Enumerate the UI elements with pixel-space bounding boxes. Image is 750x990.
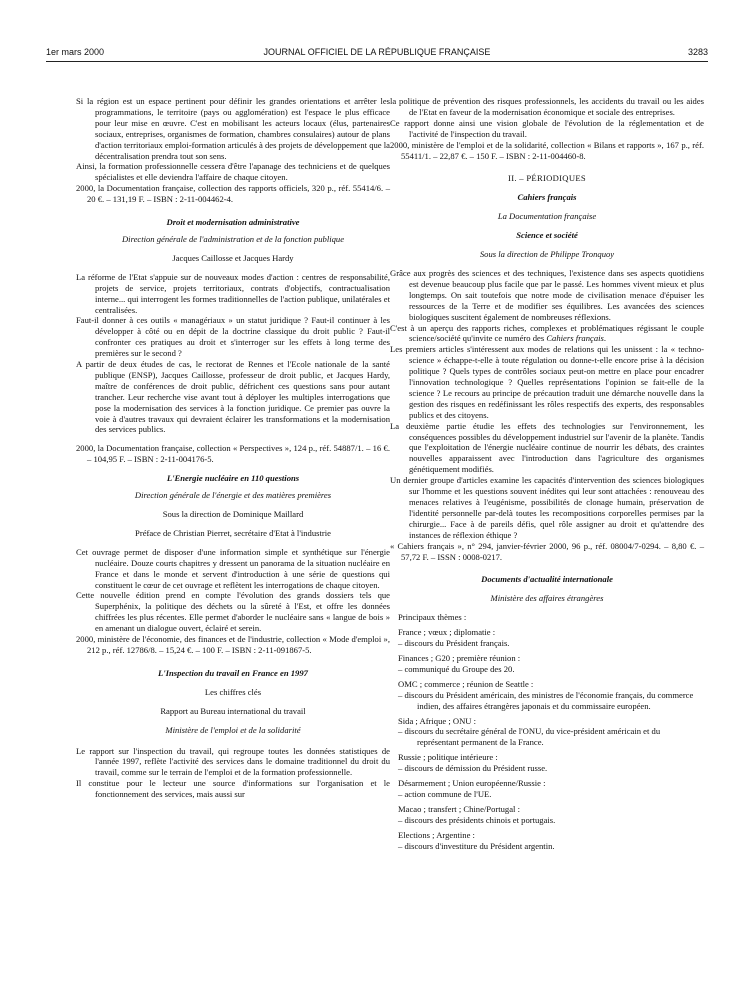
section-title: L'Energie nucléaire en 110 questions: [166, 473, 300, 484]
paragraph: Ce rapport donne ainsi une vision globale de l'évolution de la réglementation et de l'activité de l'inspection du travail.: [390, 117, 704, 139]
section-subtitle: Rapport au Bureau international du travail: [160, 705, 306, 716]
section-preface: Préface de Christian Pierret, secrétaire d'Etat à l'industrie: [135, 527, 331, 538]
journal-title: JOURNAL OFFICIEL DE LA RÉPUBLIQUE FRANÇAISE: [263, 47, 491, 57]
paragraph: La réforme de l'Etat s'appuie sur de nouveaux modes d'action : centres de responsabilité, projets de service, projets territoriaux, contrats d'objectifs, contractualisation interne... qui interrogent les formes traditionnelles de l'action publique, unilatérales et centralisées.: [76, 271, 390, 315]
page-number: 3283: [687, 47, 708, 57]
periodical-title: Documents d'actualité internationale: [481, 574, 613, 585]
section-title: Droit et modernisation administrative: [166, 217, 300, 228]
paragraph: Le rapport sur l'inspection du travail, qui regroupe toutes les données statistiques de l'année 1997, reflète l'activité des services dans le domaine traditionnel du droit du travail, comme sur le terrain de l'emploi et de la formation professionnelle.: [76, 745, 390, 778]
right-column: [390, 96, 704, 851]
theme-item: [398, 627, 704, 649]
themes-heading: Principaux thèmes :: [398, 612, 467, 623]
header-rule: [46, 61, 708, 62]
running-header: [46, 47, 708, 61]
theme-detail: – action commune de l'UE.: [398, 788, 492, 799]
publication-reference: 2000, ministère de l'emploi et de la solidarité, collection « Bilans et rapports », 167 p., réf. 55411/1. – 22,87 €. – 150 F. – ISBN : 2-11-004460-8.: [390, 139, 704, 161]
theme-detail: – discours du Président américain, des ministres de l'économie français, du commerce indien, des affaires étrangères japonais et du commissaire européen.: [398, 689, 694, 711]
theme-item: [398, 804, 704, 826]
section-authors: Jacques Caillosse et Jacques Hardy: [172, 252, 294, 263]
section-title: L'Inspection du travail en France en 1997: [158, 667, 308, 678]
theme-detail: – communiqué du Groupe des 20.: [398, 663, 515, 674]
periodical-name: Cahiers français: [546, 333, 604, 344]
section-editor: Sous la direction de Dominique Maillard: [162, 509, 304, 519]
paragraph: Cette nouvelle édition prend en compte l'évolution des grands dossiers tels que Superphénix, la politique des déchets ou la sûreté à l'Est, et offre les données chiffrées les plus récentes. Elle permet d'aborder le nucléaire sans « langue de bois » en amenant un dialogue ouvert, éclairé et serein.: [76, 590, 390, 634]
theme-label: Sida ; Afrique ; ONU :: [398, 715, 477, 726]
theme-item: [398, 716, 704, 749]
paragraph: Les premiers articles s'intéressent aux modes de relations qui les unissent : la « techno-science » échappe-t-elle à toute régulation ou donne-t-elle encore prise à la décision politique ? Quels types de contrôles sociaux peut-on mettre en place pour encadrer l'innovation technologique ? Quelles représentations l'opinion se fait-elle de la science ? Le recours au principe de précaution traduit une démarche nouvelle dans la gestion des risques en redéfinissant les rôles respectifs des experts, des responsables publics et des citoyens.: [390, 344, 704, 420]
theme-item: [398, 778, 704, 800]
section-heading: II. – PÉRIODIQUES: [508, 173, 586, 184]
publication-reference: 2000, la Documentation française, collection « Perspectives », 124 p., réf. 54887/1. – 16 €. – 104,95 F. – ISBN : 2-11-004176-5.: [76, 443, 390, 465]
theme-item: [398, 679, 704, 712]
section-subtitle: Les chiffres clés: [204, 686, 262, 697]
theme-label: France ; vœux ; diplomatie :: [398, 627, 496, 638]
themes-list: [390, 612, 704, 851]
paragraph: Grâce aux progrès des sciences et des techniques, l'existence dans ses aspects quotidiens est devenue beaucoup plus facile que par le passé. Les hommes vivent mieux et plus longtemps. On sait toutefois que notre mode de civilisation menace d'épuiser les ressources de la Terre et de modifier ses équilibres. Les avancées des sciences biologiques suscitent également de nombreuses réflexions.: [390, 267, 704, 322]
paragraph: C'est à un aperçu des rapports riches, complexes et problématiques régissant le couple science/société qu'invite ce numéro des Cahiers français.: [390, 322, 704, 344]
publication-reference: 2000, la Documentation française, collection des rapports officiels, 320 p., réf. 55414/6. – 20 €. – 131,19 F. – ISBN : 2-11-004462-4.: [76, 183, 390, 205]
paragraph: Il constitue pour le lecteur une source d'informations sur l'organisation et le fonctionnement des services, mais aussi sur: [76, 778, 390, 800]
paragraph: A partir de deux études de cas, le rectorat de Rennes et l'Ecole nationale de la santé publique (ENSP), Jacques Caillosse, professeur de droit public, et Jacques Hardy, maître de conférences de droit public, défrichent ces questions sans pour autant trancher. Leur recherche vise avant tout à déployer les multiples interrogations que pose la modernisation des services à la fonction juridique. Ce premier pas ouvre la voie à d'autres travaux qui devraient éclairer les transformations et la modernisation des services publics.: [76, 359, 390, 435]
theme-label: Désarmement ; Union européenne/Russie :: [398, 778, 546, 789]
paragraph: Un dernier groupe d'articles examine les capacités d'intervention des sciences biologiques sur l'homme et les questions souvent inédites qui leur sont attachées : renouveau des menaces relatives à l'eugénisme, possibilités de clonage humain, préservation de l'identité personnelle par-delà toutes les recompositions corporelles permises par la chirurgie... Face à de pareils défis, quel rôle assigner au droit et qu'attendre des instances de réflexion éthique ?: [390, 475, 704, 540]
theme-detail: – discours des présidents chinois et portugais.: [398, 814, 556, 825]
theme-detail: – discours d'investiture du Président argentin.: [398, 840, 555, 851]
theme-label: Finances ; G20 ; première réunion :: [398, 652, 521, 663]
paragraph: Si la région est un espace pertinent pour définir les grandes orientations et arrêter les programmations, le territoire (pays ou agglomération) est l'espace le plus efficace pour leur mise en œuvre. C'est en mobilisant les acteurs locaux (élus, partenaires sociaux, entreprises, organismes de formation, chambres consulaires) autour de plans d'action territoriaux emploi-formation articulés à des projets de développement que la décentralisation prendra tout son sens.: [76, 96, 390, 161]
periodical-ministry: Ministère des affaires étrangères: [490, 593, 604, 604]
paragraph: Cet ouvrage permet de disposer d'une information simple et synthétique sur l'énergie nucléaire. Douze courts chapitres y dressent un panorama de la situation nucléaire en France et dans le monde et servent d'introduction à une série de questions qui constituent le cœur de cet ouvrage et reflètent les interrogations de chaque citoyen.: [76, 546, 390, 590]
theme-detail: – discours du secrétaire général de l'ONU, du vice-président américain et du représentant permanent de la France.: [398, 726, 661, 748]
theme-label: Elections ; Argentine :: [398, 829, 475, 840]
issue-theme: Science et société: [516, 230, 578, 241]
theme-label: Macao ; transfert ; Chine/Portugal :: [398, 803, 520, 814]
theme-item: [398, 830, 704, 852]
paragraph: Faut-il donner à ces outils « managériaux » un statut juridique ? Faut-il continuer à les développer à côté ou en dépit de la doctrine classique du droit public ? Faut-il confronter ces pratiques au droit et s'interroger sur les effets à long terme des premières sur le second ?: [76, 315, 390, 359]
left-column: [76, 96, 390, 800]
section-ministry: Ministère de l'emploi et de la solidarité: [165, 724, 301, 735]
periodical-publisher: La Documentation française: [497, 211, 597, 222]
theme-label: Russie ; politique intérieure :: [398, 752, 498, 763]
theme-item: [398, 752, 704, 774]
paragraph: la politique de prévention des risques professionnels, les accidents du travail ou les aides de l'Etat en faveur de la modernisation économique et sociale des entreprises.: [390, 96, 704, 117]
publication-reference: 2000, ministère de l'économie, des finances et de l'industrie, collection « Mode d'emploi », 212 p., réf. 12786/8. – 15,24 €. – 100 F. – ISBN : 2-11-091867-5.: [76, 634, 390, 655]
issue-direction: Sous la direction de Philippe Tronquoy: [479, 249, 615, 260]
publication-reference: « Cahiers français », n° 294, janvier-février 2000, 96 p., réf. 08004/7-0294. – 8,80 €. – 57,72 F. – ISSN : 0008-0217.: [390, 540, 704, 562]
periodical-title: Cahiers français: [517, 192, 577, 203]
section-direction: Direction générale de l'administration et de la fonction publique: [121, 233, 345, 244]
paragraph: Ainsi, la formation professionnelle cessera d'être l'apanage des techniciens et de quelques spécialistes et elle deviendra l'affaire de chaque citoyen.: [76, 161, 390, 183]
theme-item: [398, 653, 704, 675]
section-direction: Direction générale de l'énergie et des matières premières: [134, 490, 332, 501]
theme-detail: – discours du Président français.: [398, 638, 510, 649]
theme-label: OMC ; commerce ; réunion de Seattle :: [398, 678, 534, 689]
paragraph: La deuxième partie étudie les effets des technologies sur l'environnement, les conséquences possibles du développement industriel sur l'avenir de la planète. Tandis que l'exploitation de l'énergie nucléaire continue de nourrir les débats, des craintes nouvelles apparaissent avec l'introduction dans l'agriculture des organismes génétiquement modifiés.: [390, 420, 704, 475]
theme-detail: – discours de démission du Président russe.: [398, 763, 548, 774]
issue-date: 1er mars 2000: [46, 47, 105, 57]
